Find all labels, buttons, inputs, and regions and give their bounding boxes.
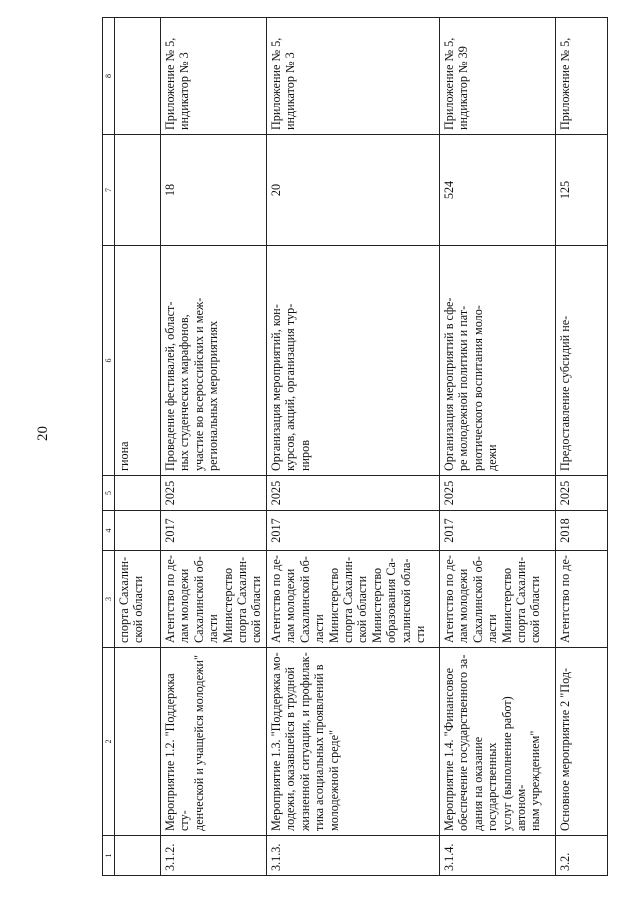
cell-number: 3.1.4. — [440, 836, 556, 876]
cell-executor: Агентство по де- лам молодежи Сахалинской об- ласти Министерство спорта Сахалин- ской области — [161, 551, 267, 648]
header-cell: 2 — [103, 648, 115, 836]
table-row — [556, 18, 608, 876]
cell-value: 125 — [556, 135, 608, 246]
cell-number: 3.2. — [556, 836, 608, 876]
cell-reference: Приложение № 5, индикатор № 3 — [267, 18, 440, 135]
cell-result: Проведение фестивалей, област- ных студенческих марафонов, участие во всероссийских и меж- региональных мероприятиях — [161, 246, 267, 476]
cell-start-year: 2017 — [440, 511, 556, 551]
header-cell: 6 — [103, 246, 115, 476]
cell-end-year: 2025 — [161, 476, 267, 511]
table-row — [267, 18, 440, 876]
cell-executor: Агентство по де- лам молодежи Сахалинской об- ласти Министерство спорта Сахалин- ской области — [440, 551, 556, 648]
cell-start-year: 2018 — [556, 511, 608, 551]
cell-result: гиона — [115, 246, 161, 476]
table-row — [440, 18, 556, 876]
cell-start-year: 2017 — [161, 511, 267, 551]
header-cell: 4 — [103, 511, 115, 551]
header-cell: 5 — [103, 476, 115, 511]
cell-value — [115, 135, 161, 246]
cell-start-year — [115, 511, 161, 551]
page-number: 20 — [35, 426, 51, 441]
cell-number — [115, 836, 161, 876]
cell-end-year: 2025 — [556, 476, 608, 511]
table-row — [161, 18, 267, 876]
cell-result: Предоставление субсидий не- — [556, 246, 608, 476]
cell-start-year: 2017 — [267, 511, 440, 551]
cell-activity: Мероприятие 1.4. "Финансовое обеспечение государственного за- дания на оказание государственных услуг (выполнение работ) автоном- ным учреждением" — [440, 648, 556, 836]
cell-activity: Мероприятие 1.2. "Поддержка сту- денческой и учащейся молодежи" — [161, 648, 267, 836]
cell-executor: Агентство по де- лам молодежи Сахалинской об- ласти Министерство спорта Сахалин- ской области Министерство образования Са- халинской обла- сти — [267, 551, 440, 648]
cell-end-year: 2025 — [440, 476, 556, 511]
header-cell: 3 — [103, 551, 115, 648]
cell-value: 20 — [267, 135, 440, 246]
cell-activity: Основное мероприятие 2 "Под- — [556, 648, 608, 836]
cell-reference: Приложение № 5, индикатор № 3 — [161, 18, 267, 135]
cell-activity — [115, 648, 161, 836]
table-row — [115, 18, 161, 876]
program-table — [102, 17, 608, 876]
cell-executor: Агентство по де- — [556, 551, 608, 648]
header-cell: 7 — [103, 135, 115, 246]
cell-executor: спорта Сахалин- ской области — [115, 551, 161, 648]
cell-activity: Мероприятие 1.3. "Поддержка мо- лодежи, оказавшейся в трудной жизненной ситуации, и профилак- тика асоциальных проявлений в молодежной среде" — [267, 648, 440, 836]
header-cell: 1 — [103, 836, 115, 876]
cell-reference: Приложение № 5, индикатор № 39 — [440, 18, 556, 135]
cell-value: 524 — [440, 135, 556, 246]
cell-value: 18 — [161, 135, 267, 246]
cell-number: 3.1.2. — [161, 836, 267, 876]
header-row — [103, 18, 115, 876]
rotated-table-sheet — [102, 18, 608, 876]
cell-reference: Приложение № 5, — [556, 18, 608, 135]
cell-number: 3.1.3. — [267, 836, 440, 876]
cell-reference — [115, 18, 161, 135]
cell-result: Организация мероприятий в сфе- ре молодежной политики и пат- риотического воспитания моло- дежи — [440, 246, 556, 476]
cell-end-year: 2025 — [267, 476, 440, 511]
header-cell: 8 — [103, 18, 115, 135]
cell-result: Организация мероприятий, кон- курсов, акций, организация тур- ниров — [267, 246, 440, 476]
cell-end-year — [115, 476, 161, 511]
